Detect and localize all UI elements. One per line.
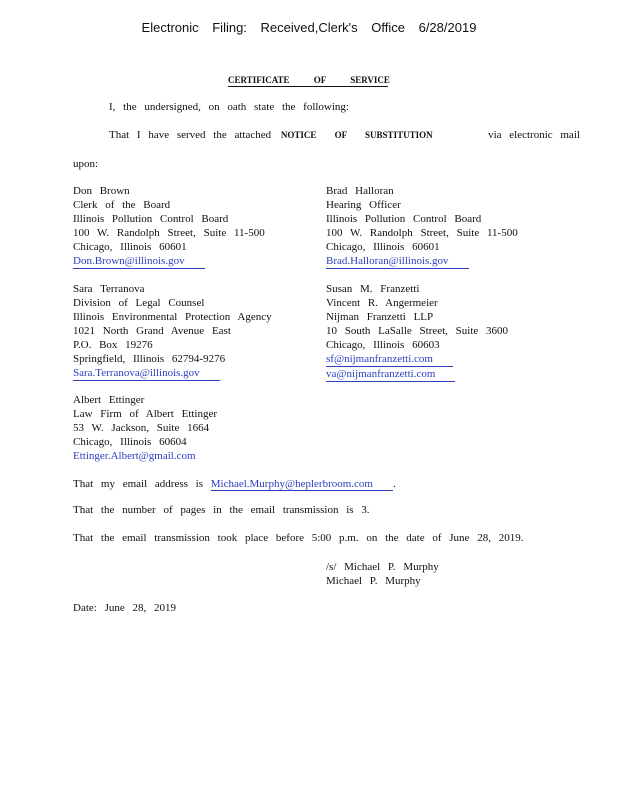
recipient-email-link[interactable]: Brad.Halloran@illinois.gov [326, 254, 469, 269]
recipient-line: 10 South LaSalle Street, Suite 3600 [326, 325, 509, 337]
recipient-line: Albert Ettinger [73, 394, 145, 406]
service-suffix: via electronic mail [488, 129, 580, 141]
recipient-line: Don Brown [73, 185, 130, 197]
recipient-line: 1021 North Grand Avenue East [73, 325, 231, 337]
signature-line: /s/ Michael P. Murphy [326, 561, 439, 573]
recipient-block [326, 282, 508, 382]
recipient-line: Susan M. Franzetti [326, 283, 420, 295]
recipient-line: Sara Terranova [73, 283, 145, 295]
recipient-block [326, 184, 518, 269]
pages-statement: That the number of pages in the email transmission is 3. [73, 504, 370, 516]
time-statement: That the email transmission took place before 5:00 p.m. on the date of June 28, 2019. [73, 532, 524, 544]
oath-statement: I, the undersigned, on oath state the following: [109, 101, 349, 113]
sender-email-statement [73, 478, 396, 491]
recipient-email-link[interactable]: Sara.Terranova@illinois.gov [73, 366, 220, 381]
signer-name: Michael P. Murphy [326, 575, 421, 587]
recipient-line: Division of Legal Counsel [73, 297, 205, 309]
service-prefix: That I have served the attached [109, 129, 272, 141]
signature-block [326, 560, 439, 588]
upon-label: upon: [73, 158, 99, 170]
recipient-block [73, 184, 265, 269]
filing-stamp-header: Electronic Filing: Received,Clerk's Office 6/28/2019 [141, 20, 477, 35]
recipient-block [73, 393, 217, 463]
recipient-email-link[interactable]: va@nijmanfranzetti.com [326, 367, 455, 382]
recipient-line: Chicago, Illinois 60603 [326, 339, 440, 351]
recipient-block [73, 282, 272, 381]
recipient-line: Chicago, Illinois 60604 [73, 436, 187, 448]
document-name: NOTICE OF SUBSTITUTION [280, 130, 433, 140]
recipient-line: Vincent R. Angermeier [326, 297, 438, 309]
recipient-email-link[interactable]: Ettinger.Albert@gmail.com [73, 450, 196, 462]
recipient-line: 53 W. Jackson, Suite 1664 [73, 422, 210, 434]
recipient-line: Law Firm of Albert Ettinger [73, 408, 218, 420]
sender-email-prefix: That my email address is [73, 478, 203, 490]
sender-email-link[interactable]: Michael.Murphy@heplerbroom.com [211, 478, 393, 491]
recipient-line: Illinois Environmental Protection Agency [73, 311, 272, 323]
recipient-line: Brad Halloran [326, 185, 394, 197]
recipient-line: 100 W. Randolph Street, Suite 11-500 [326, 227, 518, 239]
recipient-line: Springfield, Illinois 62794-9276 [73, 353, 226, 365]
recipient-line: Hearing Officer [326, 199, 401, 211]
recipient-line: Clerk of the Board [73, 199, 171, 211]
recipient-line: Illinois Pollution Control Board [326, 213, 482, 225]
recipient-line: Chicago, Illinois 60601 [73, 241, 187, 253]
recipient-line: Chicago, Illinois 60601 [326, 241, 440, 253]
recipient-email-link[interactable]: Don.Brown@illinois.gov [73, 254, 205, 269]
sender-email-suffix: . [393, 478, 396, 490]
service-statement [109, 129, 580, 141]
date-line: Date: June 28, 2019 [73, 602, 176, 614]
certificate-title: CERTIFICATE OF SERVICE [228, 75, 390, 85]
recipient-line: P.O. Box 19276 [73, 339, 153, 351]
recipient-line: 100 W. Randolph Street, Suite 11-500 [73, 227, 265, 239]
recipient-line: Illinois Pollution Control Board [73, 213, 229, 225]
recipient-line: Nijman Franzetti LLP [326, 311, 434, 323]
recipient-email-link[interactable]: sf@nijmanfranzetti.com [326, 352, 453, 367]
